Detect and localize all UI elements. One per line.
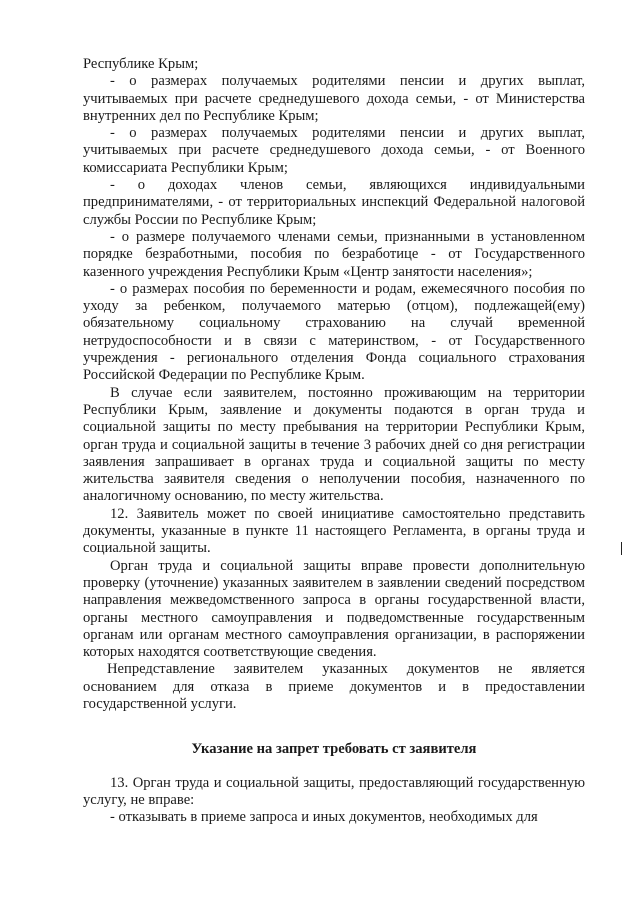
section-heading: Указание на запрет требовать ст заявителя — [191, 741, 477, 758]
list-item: - о размерах пособия по беременности и родам, ежемесячного пособия по уходу за ребенком, получаемого матерью (отцом), подлежащей(ему) обязательному социальному страхованию на случай временной нетрудоспособности и в связи с материнством, - от Государственного учреждения - регионального отделения Фонда социального страхования Российской Федерации по Республике Крым. — [83, 280, 585, 384]
list-item: - о размерах получаемых родителями пенсии и других выплат, учитываемых при расчете среднедушевого дохода семьи, - от Министерства внутренних дел по Республике Крым; — [83, 73, 585, 124]
list-item: - о размерах получаемых родителями пенсии и других выплат, учитываемых при расчете среднедушевого дохода семьи, - от Военного комиссариата Республики Крым; — [83, 125, 585, 176]
margin-mark — [621, 542, 622, 555]
paragraph: Орган труда и социальной защиты вправе провести дополнительную проверку (уточнение) указанных заявителем в заявлении сведений посредством направления межведомственного запроса в органы государственной власти, органы местного самоуправления и подведомственные государственным органам или органам местного самоуправления организации, в распоряжении которых находятся соответствующие сведения. — [83, 557, 585, 661]
page-text — [83, 56, 585, 826]
paragraph: В случае если заявителем, постоянно проживающим на территории Республики Крым, заявление и документы подаются в орган труда и социальной защиты по месту пребывания на территории Республики Крым, орган труда и социальной защиты в течение 3 рабочих дней со дня регистрации заявления запрашивает в органах труда и социальной защиты по месту жительства заявителя сведения о неполучении пособия, назначенного по аналогичному основанию, по месту жительства. — [83, 384, 585, 505]
paragraph: Непредставление заявителем указанных документов не является основанием для отказа в приеме документов и в предоставлении государственной услуги. — [83, 661, 585, 712]
paragraph: 12. Заявитель может по своей инициативе самостоятельно представить документы, указанные в пункте 11 настоящего Регламента, в органы труда и социальной защиты. — [83, 505, 585, 557]
list-item: - о размере получаемого членами семьи, признанными в установленном порядке безработными, пособия по безработице - от Государственного казенного учреждения Республики Крым «Центр занятости населения»; — [83, 228, 585, 280]
paragraph: 13. Орган труда и социальной защиты, предоставляющий государственную услугу, не вправе: — [83, 774, 585, 808]
paragraph: Республике Крым; — [83, 56, 199, 72]
list-item: - отказывать в приеме запроса и иных документов, необходимых для — [110, 809, 538, 826]
list-item: - о доходах членов семьи, являющихся индивидуальными предпринимателями, - от территориальных инспекций Федеральной налоговой службы России по Республике Крым; — [83, 177, 585, 228]
